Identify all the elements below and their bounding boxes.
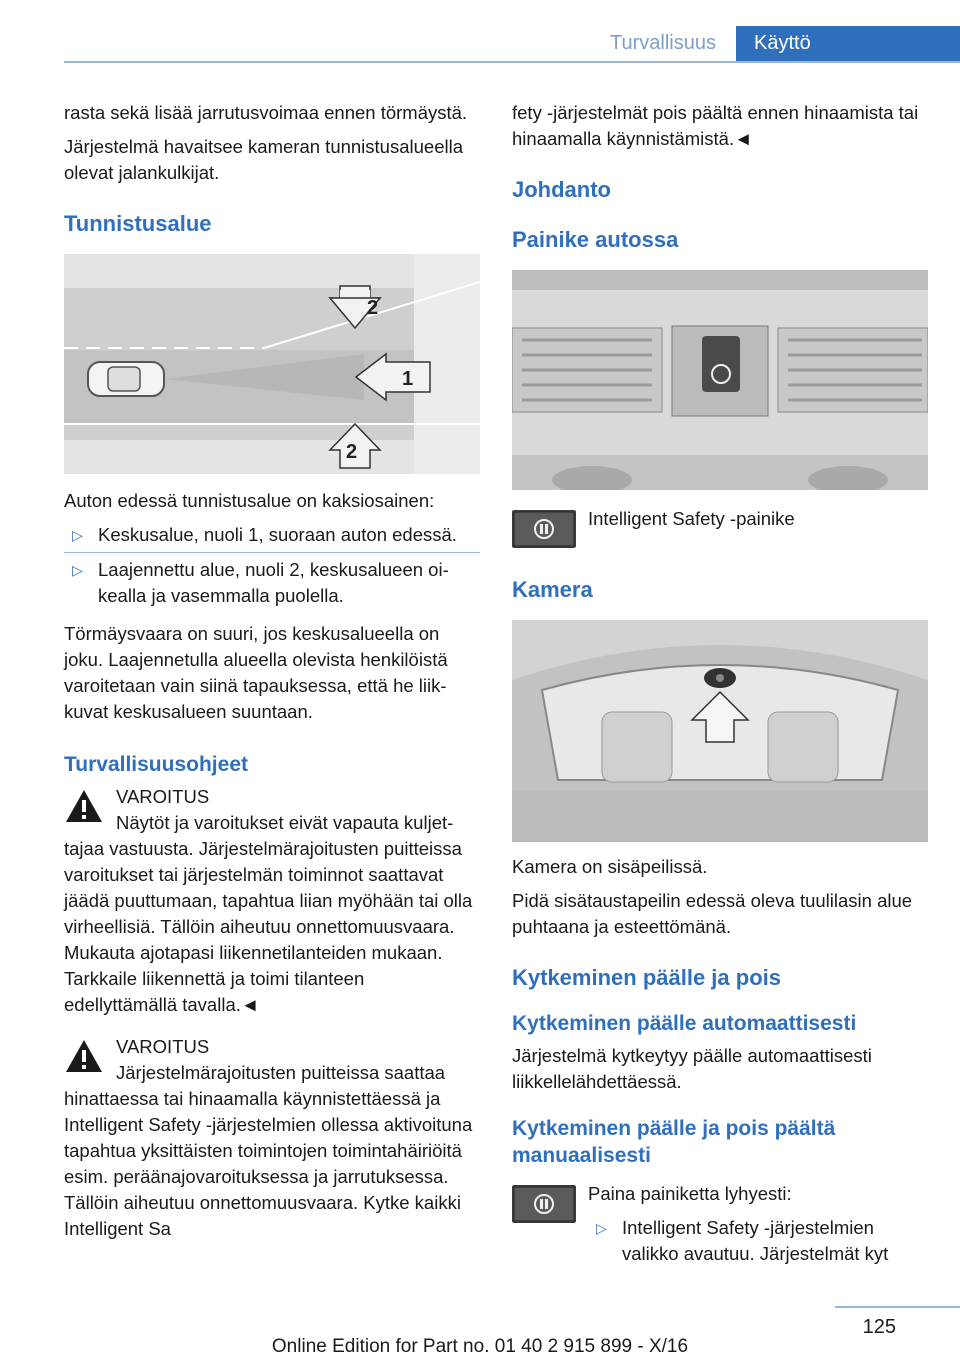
bullet-triangle-icon: ▷ <box>596 1220 607 1236</box>
footer-edition: Online Edition for Part no. 01 40 2 915 899 - X/16 <box>271 1336 689 1357</box>
paragraph: Pidä sisätaustapeilin edessä oleva tuulilasin alue puhtaana ja esteettömänä. <box>512 890 913 937</box>
detection-area-figure <box>64 254 480 474</box>
footer-rule <box>835 1306 960 1308</box>
camera-illustration <box>512 620 928 842</box>
left-column <box>64 100 480 1250</box>
paragraph: Auton edessä tunnistusalue on kaksiosainen: <box>64 490 435 511</box>
intelligent-safety-button-icon <box>512 510 576 548</box>
camera-photo <box>512 620 928 842</box>
press-button-row <box>512 1181 928 1271</box>
button-in-car-photo <box>512 270 928 490</box>
heading-painike-autossa: Painike autossa <box>512 227 679 252</box>
heading-kytkeminen-automaattisesti: Kytkeminen päälle automaattisesti <box>512 1012 857 1035</box>
heading-kytkeminen: Kytkeminen päälle ja pois <box>512 965 781 990</box>
heading-kytkeminen-manuaalisesti: Kytkeminen päälle ja pois päältä manuaalisesti <box>512 1117 836 1167</box>
arrow-label-2-top: 2 <box>367 297 379 319</box>
paragraph: Järjestelmä kytkeytyy päälle automaattisesti liikkellelähdettäessä. <box>512 1045 872 1092</box>
intelligent-safety-button-icon <box>512 1185 576 1223</box>
arrow-label-2-bottom: 2 <box>346 441 358 463</box>
bullet-triangle-icon: ▷ <box>72 562 83 578</box>
paragraph: Paina painiketta lyhyesti: <box>588 1183 792 1204</box>
list-item <box>64 557 480 613</box>
warning-block <box>64 1034 480 1242</box>
bullet-list <box>588 1215 928 1271</box>
detection-area-illustration <box>64 254 480 474</box>
paragraph: fety -järjestelmät pois päältä ennen hinaamista tai hinaamalla käynnistämistä.◄ <box>512 102 919 149</box>
warning-title: VAROITUS <box>116 786 210 807</box>
bullet-list <box>64 522 480 613</box>
list-item <box>588 1215 928 1271</box>
warning-text: Näytöt ja varoitukset eivät vapauta kuljettajaa vastuusta. Järjestelmärajoitusten puitteissa varoitukset tai järjestelmän toiminnot saattavat jäädä puuttumaan, tapahtua liian myöhään tai olla virheellisiä. Tällöin aiheutuu onnettomuusvaara. Mukauta ajotapasi liikennetilanteiden mukaan. Tarkkaile liikennettä ja toimi tilanteen edellyttämällä tavalla.◄ <box>64 812 473 1015</box>
warning-triangle-icon <box>64 788 104 824</box>
paragraph: rasta sekä lisää jarrutusvoimaa ennen törmäystä. <box>64 102 468 123</box>
heading-johdanto: Johdanto <box>512 177 611 202</box>
paragraph: Järjestelmä havaitsee kameran tunnistusalueella olevat jalankulkijat. <box>64 136 463 183</box>
warning-text: Järjestelmärajoitusten puitteissa saattaa hinattaessa tai hinaamalla käynnistettäessä ja Intelligent Safety -järjestelmien ollessa aktivoituna tapahtua yksittäisten toimintojen toimintahäiriöitä esim. peräänajovaroituksessa ja jarrutuksessa. Tällöin aiheutuu onnettomuusvaara. Kytke kaikki Intelligent Sa <box>64 1062 473 1239</box>
arrow-label-1: 1 <box>402 368 414 390</box>
warning-triangle-icon <box>64 1038 104 1074</box>
bullet-triangle-icon: ▷ <box>72 527 83 543</box>
list-item-text: Keskusalue, nuoli 1, suoraan auton edessä. <box>98 524 457 545</box>
warning-title: VAROITUS <box>116 1036 210 1057</box>
button-caption: Intelligent Safety -painike <box>588 508 795 529</box>
warning-block <box>64 784 480 1018</box>
list-item <box>64 522 480 553</box>
page-number: 125 <box>862 1316 896 1338</box>
header-rule <box>64 61 960 63</box>
heading-tunnistusalue: Tunnistusalue <box>64 211 212 236</box>
list-item-text: Intelligent Safety -järjestelmien valikko avautuu. Järjestelmät kyt <box>622 1217 889 1264</box>
paragraph: Kamera on sisäpeilissä. <box>512 856 708 877</box>
list-item-text: Laajennettu alue, nuoli 2, keskusalueen oikealla ja vasemmalla puolella. <box>98 559 449 606</box>
heading-turvallisuusohjeet: Turvallisuusohjeet <box>64 753 248 776</box>
header-chapter-tab: Käyttö <box>736 26 960 61</box>
dashboard-vents-illustration <box>512 270 928 490</box>
heading-kamera: Kamera <box>512 577 593 602</box>
car-icon <box>88 362 164 396</box>
right-column <box>512 100 928 1281</box>
header-section-title: Turvallisuus <box>610 32 716 54</box>
button-caption-row <box>512 506 928 550</box>
paragraph: Törmäysvaara on suuri, jos keskusalueella on joku. Laajennetulla alueella olevista henkilöistä varoitetaan vain siinä tapauksessa, että he liikkuvat keskusalueen suuntaan. <box>64 623 448 722</box>
